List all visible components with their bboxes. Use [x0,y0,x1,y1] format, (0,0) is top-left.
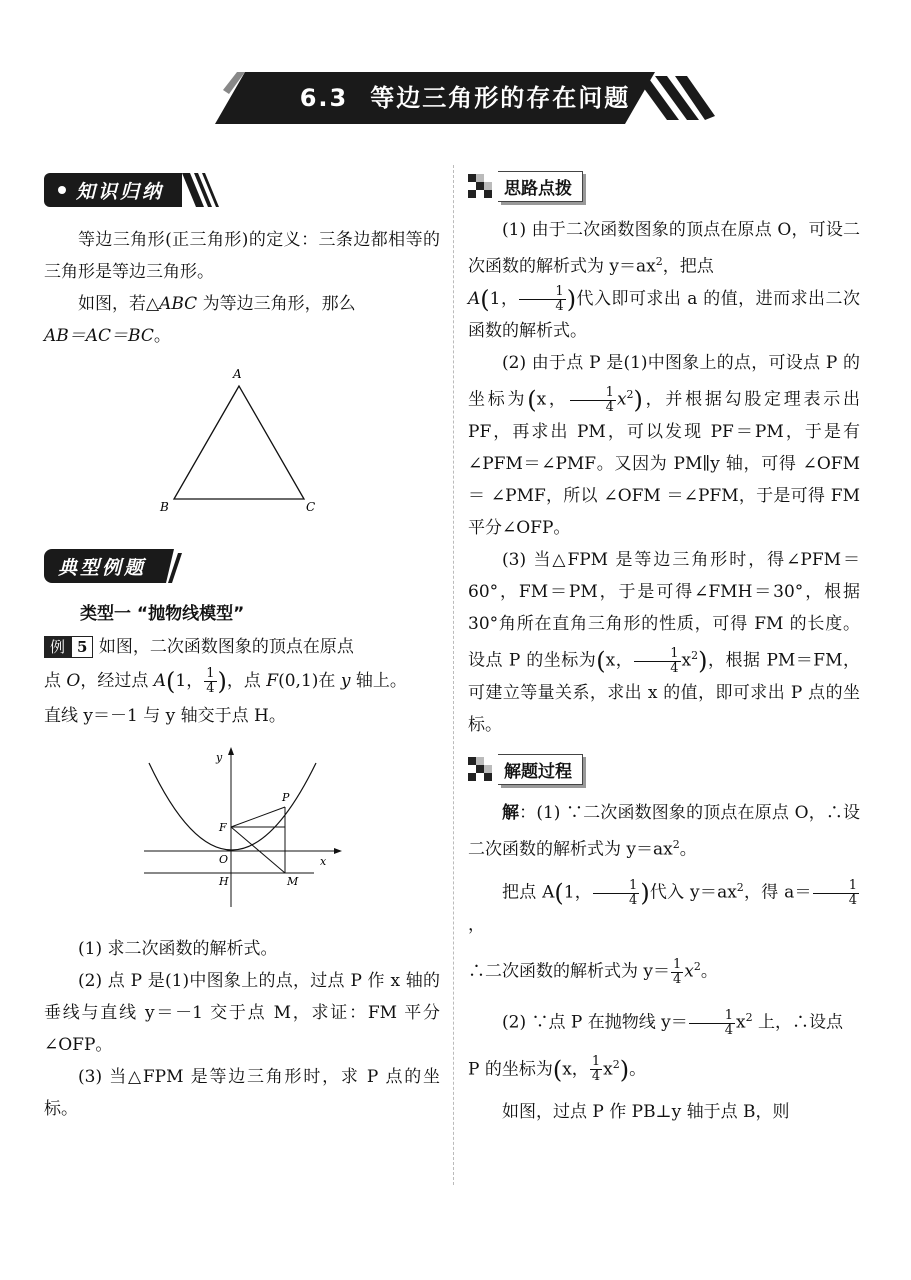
example-badge: 例 [44,636,71,658]
vertex-b-label: B [160,500,169,514]
examples-tag-label: 典型例题 [58,556,147,579]
knowledge-tag-label: 知识归纳 [76,180,165,203]
svg-text:P: P [282,790,290,804]
svg-text:M: M [287,874,299,888]
stripes-icon [182,173,222,207]
column-divider [453,165,454,1185]
checker-icon [468,174,498,198]
definition-example: 如图，若△ABC 为等边三角形，那么 AB＝AC＝BC。 [44,294,356,346]
hint-heading [468,170,860,202]
question-1: (1) 求二次函数的解析式。 [78,938,278,959]
solution-3: ∴二次函数的解析式为 y＝ $\frac{1}{4}$ $x^2$。 [468,956,718,987]
triangle-figure [44,362,440,532]
svg-text:F: F [219,820,227,834]
vertex-a-label: A [233,367,242,381]
example-statement: 例 5 如图，二次函数图象的顶点在原点 点 O，经过点 A(1， $\frac{1}{4}$ )，点 F(0,1)在 y 轴上。 直线 y＝－1 与 y 轴交于点 H。 [44,637,407,726]
stripes-icon [164,549,204,583]
hint-1: (1) 由于二次函数图象的顶点在原点 O，可设二次函数的解析式为 $y=ax^2$，把点 A(1， $\frac{1}{4}$ )代入即可求出 a 的值，进而求出二次函数的解析式。 [468,220,860,342]
right-column [468,170,860,1128]
hint-3: (3) 当△FPM 是等边三角形时，得∠PFM＝60°，FM＝PM，于是可得∠FMH＝30°，根据 30°角所在直角三角形的性质，可得 FM 的长度。设点 P 的坐标为(x， $\frac{1}{4}$ $x^2$)，根据 PM＝FM，可建立等量关系，求出 x 的值，即可求出 P 点的坐标。 [468,550,861,736]
solution-heading [468,753,860,785]
left-column [44,170,440,1125]
section-title: 等边三角形的存在问题 [370,84,631,112]
question-2: (2) 点 P 是(1)中图象上的点，过点 P 作 x 轴的垂线与直线 y＝－1 交于点 M，求证：FM 平分∠OFP。 [44,970,440,1055]
solution-1: 解：(1) ∵二次函数图象的顶点在原点 O，∴设二次函数的解析式为 $y=ax^2$。 [468,803,861,861]
checker-icon [468,757,498,781]
parabola-figure [44,747,440,917]
solution-6: 如图，过点 P 作 PB⊥y 轴于点 B，则 [502,1101,790,1122]
bullet-icon [58,186,66,194]
examples-tag [44,546,440,586]
solution-2: 把点 A(1， $\frac{1}{4}$ )代入 $y=ax^2$，得 a＝ $\frac{1}{4}$ ， [468,877,857,936]
section-banner [215,72,715,124]
hint-heading-label: 思路点拨 [498,171,583,202]
svg-text:x: x [320,854,327,868]
vertex-c-label: C [306,500,316,514]
question-3: (3) 当△FPM 是等边三角形时，求 P 点的坐标。 [44,1066,440,1119]
type-heading: 类型一 “抛物线模型” [80,604,245,624]
solution-heading-label: 解题过程 [498,754,583,785]
hint-2: (2) 由于点 P 是(1)中图象上的点，可设点 P 的坐标为(x， $\frac{1}{4}$ $x^2$)，并根据勾股定理表示出 PF，再求出 PM，可以发现 PF＝PM，于是有∠PFM＝∠PMF。又因为 PM∥y 轴，可得 ∠OFM ＝ ∠PMF，所以 ∠OFM ＝∠PFM，于是可得 FM 平分∠OFP。 [468,353,861,539]
svg-text:H: H [219,874,229,888]
svg-text:O: O [219,852,229,866]
svg-text:y: y [216,750,223,764]
section-number: 6.3 [299,84,349,112]
example-number: 5 [71,636,93,658]
knowledge-tag [44,170,440,210]
solution-4: (2) ∵点 P 在抛物线 y＝ $\frac{1}{4}$ $x^2$ 上，∴设点 [502,1007,844,1038]
definition-text: 等边三角形(正三角形)的定义：三条边都相等的三角形是等边三角形。 [44,230,440,282]
solution-5: P 的坐标为(x， $\frac{1}{4}$ $x^2$)。 [468,1054,647,1085]
